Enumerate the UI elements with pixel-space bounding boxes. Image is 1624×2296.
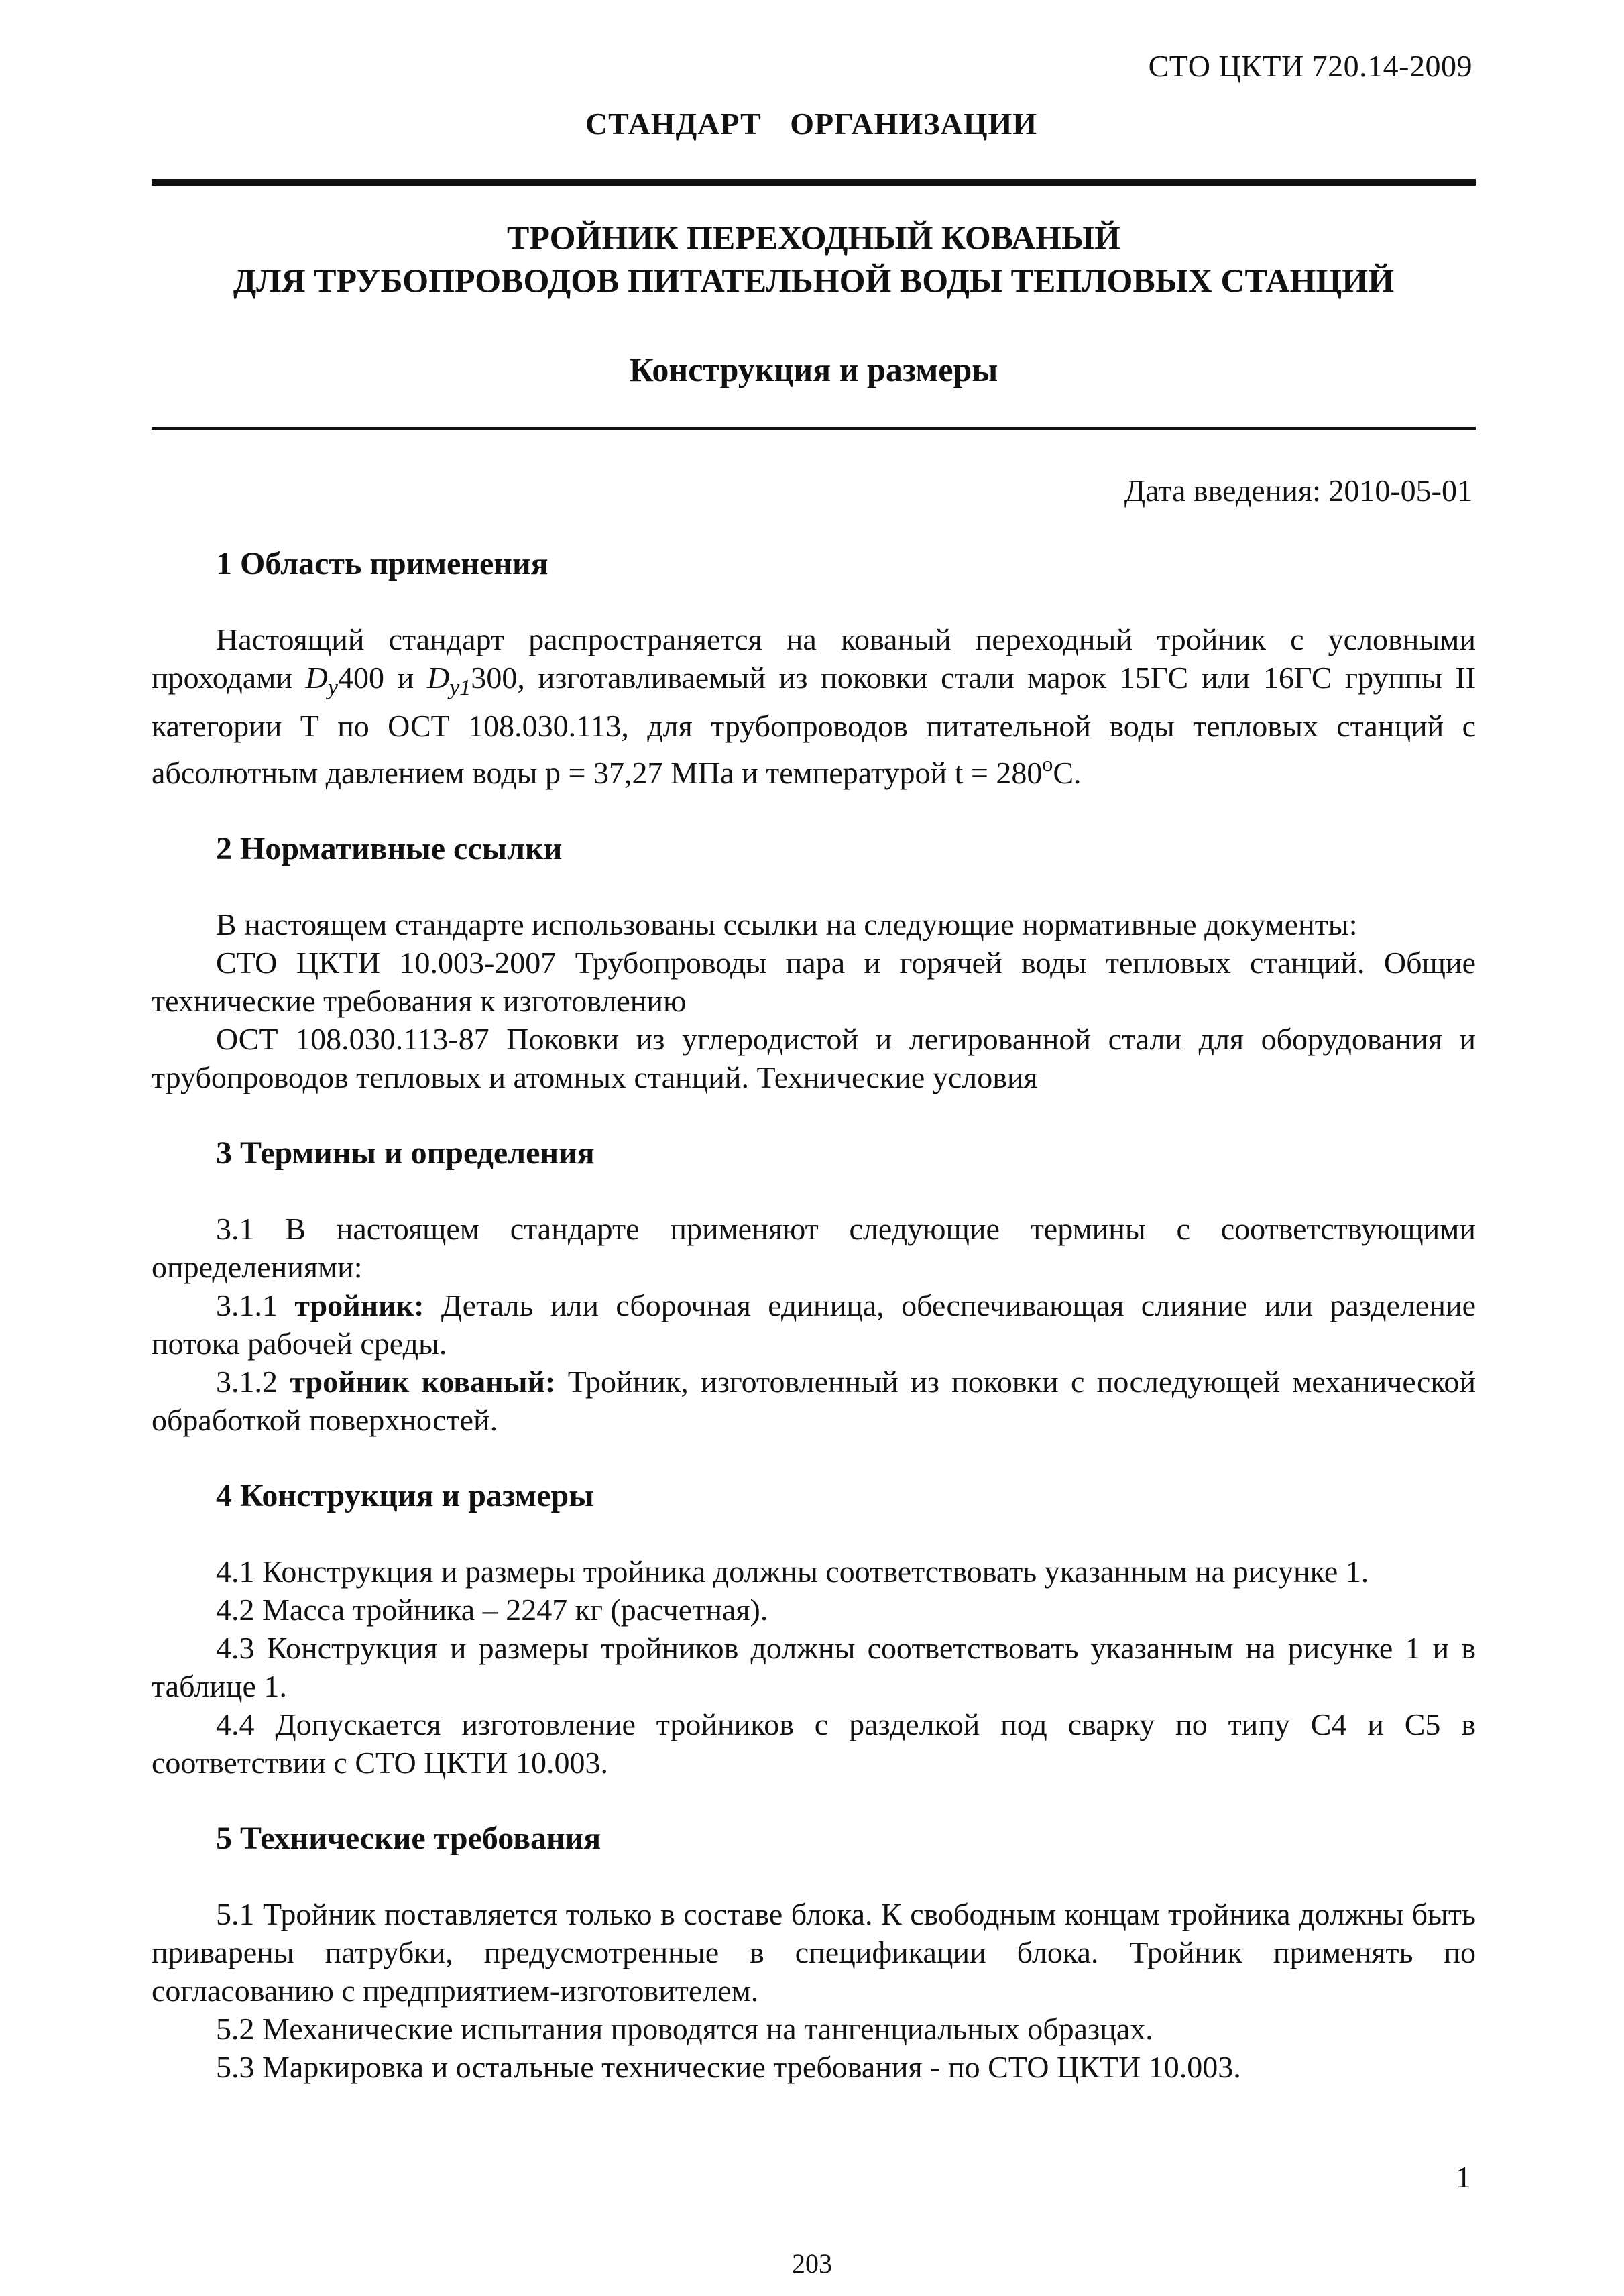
title-rule [152, 427, 1476, 430]
s1-subscript-y1: y1 [449, 675, 471, 700]
clause-3-1: 3.1 В настоящем стандарте применяют следующие термины с соответствующими определениями: [152, 1212, 1476, 1284]
section-heading-4: 4 Конструкция и размеры [216, 1478, 594, 1513]
introduction-date: Дата введения: 2010-05-01 [1124, 473, 1472, 508]
normative-reference-2: ОСТ 108.030.113-87 Поковки из углеродистой и легированной стали для оборудования и трубопроводов тепловых и атомных станций. Технические условия [152, 1022, 1476, 1094]
clause-4-2: 4.2 Масса тройника – 2247 кг (расчетная). [216, 1593, 768, 1627]
section-heading-1: 1 Область применения [216, 546, 548, 581]
term-troynik: тройник: [294, 1288, 424, 1322]
s1-text-a: Настоящий стандарт распространяется на кованый переходный тройник с условными проходами [152, 622, 1476, 695]
section-heading-3: 3 Термины и определения [216, 1135, 595, 1171]
normative-reference-1: СТО ЦКТИ 10.003-2007 Трубопроводы пара и горячей воды тепловых станций. Общие технические требования к изготовлению [152, 945, 1476, 1018]
header-rule [152, 179, 1476, 186]
section-1-paragraph [152, 620, 1476, 792]
s1-subscript-y: y [327, 675, 338, 700]
title-line-1: ТРОЙНИК ПЕРЕХОДНЫЙ КОВАНЫЙ [507, 219, 1120, 256]
clause-3-1-1 [152, 1286, 1476, 1363]
document-body [152, 544, 1476, 2086]
organization-header: СТАНДАРТ ОРГАНИЗАЦИИ [585, 107, 1038, 141]
page-number: 1 [1456, 2160, 1471, 2194]
term-troynik-kovanyy-definition: Тройник, изготовленный из поковки с последующей механической обработкой поверхностей. [152, 1365, 1476, 1437]
clause-3-1-2 [152, 1363, 1476, 1439]
clause-5-2: 5.2 Механические испытания проводятся на тангенциальных образцах. [216, 2012, 1153, 2046]
clause-5-3: 5.3 Маркировка и остальные технические требования - по СТО ЦКТИ 10.003. [216, 2050, 1241, 2084]
s1-text-end: С. [1053, 756, 1082, 790]
clause-4-3: 4.3 Конструкция и размеры тройников должны соответствовать указанным на рисунке 1 и в таблице 1. [152, 1631, 1476, 1703]
clause-3-1-2-number: 3.1.2 [216, 1365, 290, 1399]
s1-degree-sup: о [1042, 752, 1053, 776]
print-page-number: 203 [792, 2248, 832, 2279]
section-heading-5: 5 Технические требования [216, 1821, 601, 1856]
document-code: СТО ЦКТИ 720.14-2009 [1148, 49, 1472, 83]
section-2-intro: В настоящем стандарте использованы ссылки на следующие нормативные документы: [216, 907, 1358, 941]
clause-5-1: 5.1 Тройник поставляется только в составе блока. К свободным концам тройника должны быть приварены патрубки, предусмотренные в спецификации блока. Тройник применять по согласованию с предприятием-изготовителем. [152, 1897, 1476, 2008]
document-title [152, 216, 1476, 302]
clause-4-4: 4.4 Допускается изготовление тройников с разделкой под сварку по типу С4 и С5 в соответствии с СТО ЦКТИ 10.003. [152, 1707, 1476, 1780]
term-troynik-kovanyy: тройник кованый: [290, 1365, 556, 1399]
s1-symbol-d: D [305, 661, 328, 695]
document-subtitle: Конструкция и размеры [629, 351, 998, 388]
s1-text-b: 400 и [338, 661, 428, 695]
term-troynik-definition: Деталь или сборочная единица, обеспечивающая слияние или разделение потока рабочей среды. [152, 1288, 1476, 1361]
clause-3-1-1-number: 3.1.1 [216, 1288, 295, 1322]
clause-4-1: 4.1 Конструкция и размеры тройника должны соответствовать указанным на рисунке 1. [216, 1554, 1369, 1589]
section-heading-2: 2 Нормативные ссылки [216, 831, 563, 866]
s1-symbol-d1: D [427, 661, 450, 695]
s1-text-c: 300, изготавливаемый из поковки стали марок 15ГС или 16ГС группы II категории Т по ОСТ 108.030.113, для трубопроводов питательной воды тепловых станций с абсолютным давлением воды p = 37,27 МПа и температурой t = 280 [152, 661, 1476, 790]
title-line-2: ДЛЯ ТРУБОПРОВОДОВ ПИТАТЕЛЬНОЙ ВОДЫ ТЕПЛОВЫХ СТАНЦИЙ [233, 262, 1395, 299]
